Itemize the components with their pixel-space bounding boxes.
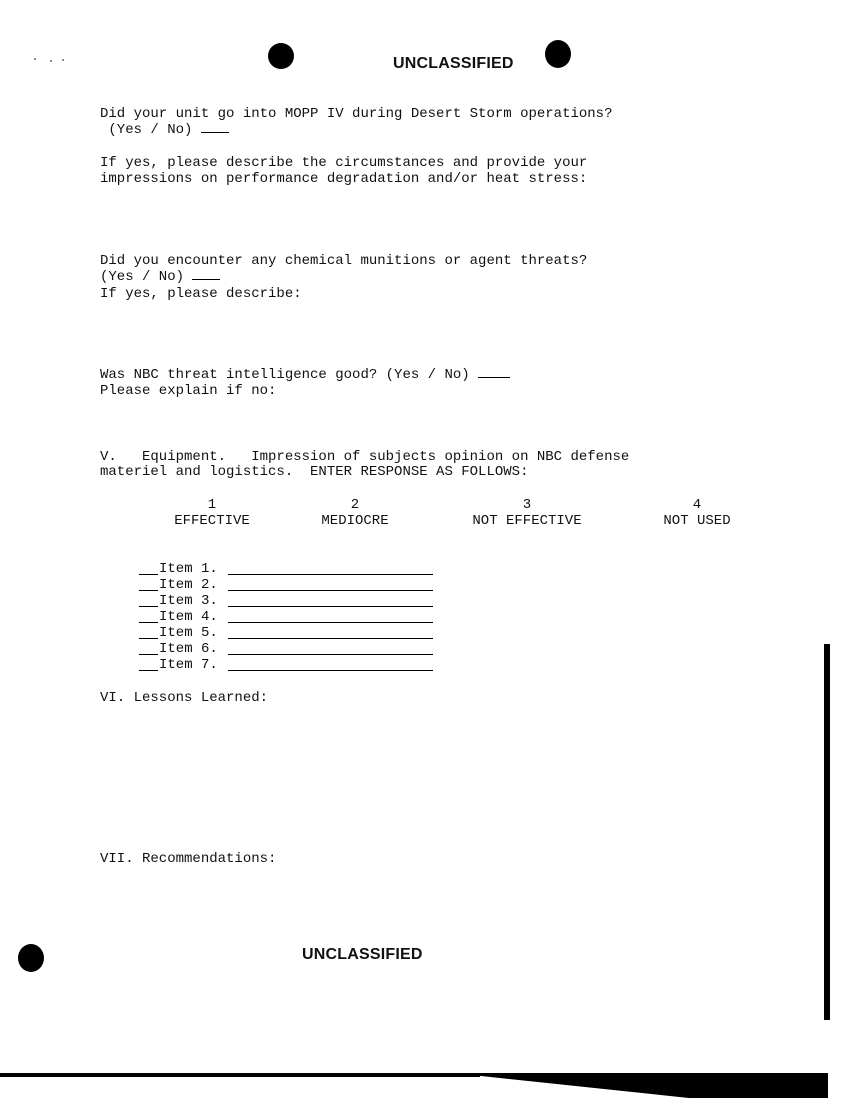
rating-blank[interactable] (139, 590, 158, 591)
equipment-item-row[interactable] (139, 577, 218, 593)
item-label: Item 7. (159, 657, 218, 673)
yes-no-label: (Yes / No) (100, 122, 201, 138)
scale-label-1: EFFECTIVE (174, 513, 250, 529)
item-name-blank[interactable] (228, 590, 433, 591)
rating-blank[interactable] (139, 654, 158, 655)
mopp-followup-line2: impressions on performance degradation and/or heat stress: (100, 171, 588, 187)
section-v-line2: materiel and logistics. ENTER RESPONSE AS FOLLOWS: (100, 464, 529, 480)
rating-blank[interactable] (139, 606, 158, 607)
equipment-item-row[interactable] (139, 561, 218, 577)
item-label: Item 4. (159, 609, 218, 625)
question-mopp: Did your unit go into MOPP IV during Desert Storm operations? (100, 106, 613, 122)
item-label: Item 6. (159, 641, 218, 657)
rating-blank[interactable] (139, 574, 158, 575)
section-v-line1: V. Equipment. Impression of subjects opinion on NBC defense (100, 449, 630, 465)
answer-blank-intel[interactable] (478, 377, 510, 378)
mopp-followup-line1: If yes, please describe the circumstances and provide your (100, 155, 588, 171)
footer-classification: UNCLASSIFIED (302, 946, 423, 963)
answer-blank-mopp[interactable] (201, 132, 229, 133)
scale-number-1: 1 (207, 497, 217, 513)
scan-edge-right (824, 644, 830, 1020)
scan-speck (34, 58, 36, 60)
item-name-blank[interactable] (228, 670, 433, 671)
scan-edge-bottom-thick (480, 1074, 828, 1098)
intel-label: Was NBC threat intelligence good? (Yes / No) (100, 367, 479, 383)
item-label: Item 5. (159, 625, 218, 641)
item-name-blank[interactable] (228, 638, 433, 639)
punch-hole-top-right (545, 40, 571, 68)
intel-followup: Please explain if no: (100, 383, 277, 399)
section-vi-heading: VI. Lessons Learned: (100, 690, 269, 706)
scale-number-4: 4 (692, 497, 702, 513)
equipment-item-row[interactable] (139, 641, 218, 657)
question-chemical-yes-no (100, 269, 220, 285)
equipment-item-row[interactable] (139, 625, 218, 641)
answer-blank-chemical[interactable] (192, 279, 220, 280)
item-label: Item 2. (159, 577, 218, 593)
item-label: Item 1. (159, 561, 218, 577)
item-name-blank[interactable] (228, 606, 433, 607)
item-name-blank[interactable] (228, 654, 433, 655)
scan-edge-bottom-thin (0, 1074, 480, 1077)
equipment-item-row[interactable] (139, 593, 218, 609)
equipment-item-row[interactable] (139, 609, 218, 625)
rating-blank[interactable] (139, 638, 158, 639)
section-vii-heading: VII. Recommendations: (100, 851, 277, 867)
scale-label-3: NOT EFFECTIVE (472, 513, 582, 529)
scale-label-2: MEDIOCRE (321, 513, 389, 529)
scale-number-2: 2 (350, 497, 360, 513)
scan-speck (62, 59, 64, 61)
yes-no-label: (Yes / No) (100, 269, 193, 285)
rating-blank[interactable] (139, 670, 158, 671)
item-label: Item 3. (159, 593, 218, 609)
scale-number-3: 3 (522, 497, 532, 513)
question-intel (100, 367, 510, 383)
header-classification: UNCLASSIFIED (393, 55, 514, 72)
item-name-blank[interactable] (228, 574, 433, 575)
item-name-blank[interactable] (228, 622, 433, 623)
question-mopp-yes-no (100, 122, 229, 138)
rating-blank[interactable] (139, 622, 158, 623)
question-chemical: Did you encounter any chemical munitions or agent threats? (100, 253, 588, 269)
scale-label-4: NOT USED (663, 513, 731, 529)
equipment-item-row[interactable] (139, 657, 218, 673)
punch-hole-top-left (268, 43, 294, 69)
scan-speck (50, 60, 52, 62)
punch-hole-bottom-left (18, 944, 44, 972)
chemical-followup: If yes, please describe: (100, 286, 302, 302)
